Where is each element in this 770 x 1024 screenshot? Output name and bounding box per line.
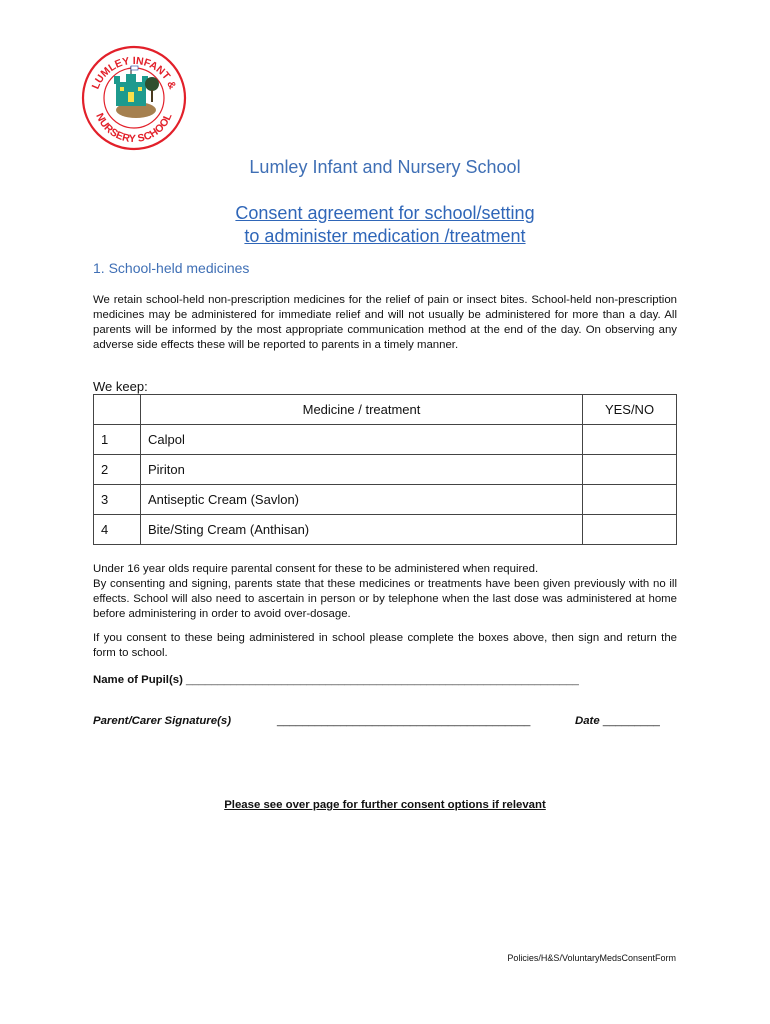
yes-no-cell[interactable] bbox=[583, 455, 677, 485]
date-line[interactable]: _________ bbox=[602, 715, 660, 727]
see-over-notice: Please see over page for further consent options if relevant bbox=[224, 799, 546, 811]
consent-body: By consenting and signing, parents state that these medicines or treatments have been given previously with no ill effects. School will also need to ascertain in person or by telephone when the last dose was administered at home before administering in order to avoid over-dosage. bbox=[93, 578, 677, 620]
header-number bbox=[94, 395, 141, 425]
table-row bbox=[94, 455, 677, 485]
pupil-name-field[interactable] bbox=[93, 674, 579, 686]
row-medicine: Antiseptic Cream (Savlon) bbox=[141, 485, 583, 515]
header-yes-no: YES/NO bbox=[583, 395, 677, 425]
signature-label: Parent/Carer Signature(s) bbox=[93, 715, 231, 727]
medicine-table bbox=[93, 394, 677, 545]
header-medicine: Medicine / treatment bbox=[141, 395, 583, 425]
table-header-row bbox=[94, 395, 677, 425]
signature-row bbox=[93, 715, 660, 727]
row-medicine: Calpol bbox=[141, 425, 583, 455]
row-number: 4 bbox=[94, 515, 141, 545]
pupil-name-line[interactable]: ______________________________________________________________ bbox=[186, 674, 579, 686]
school-logo bbox=[80, 44, 188, 152]
title-line-2: to administer medication /treatment bbox=[244, 226, 526, 246]
yes-no-cell[interactable] bbox=[583, 515, 677, 545]
intro-paragraph: We retain school-held non-prescription medicines for the relief of pain or insect bites. School-held non-prescription medicines may be administered for immediate relief and will not usually be administered for more than a day. All parents will be informed by the most appropriate communication method at the end of the day. On observing any adverse side effects these will be reported to parents in a timely manner. bbox=[93, 294, 677, 351]
date-field[interactable] bbox=[575, 715, 660, 727]
title-line-1: Consent agreement for school/setting bbox=[235, 203, 535, 223]
table-row bbox=[94, 485, 677, 515]
row-number: 1 bbox=[94, 425, 141, 455]
document-title bbox=[0, 202, 770, 248]
pupil-name-label: Name of Pupil(s) bbox=[93, 674, 183, 686]
row-number: 3 bbox=[94, 485, 141, 515]
logo-text-top: LUMLEY INFANT & bbox=[89, 54, 179, 92]
row-medicine: Bite/Sting Cream (Anthisan) bbox=[141, 515, 583, 545]
row-number: 2 bbox=[94, 455, 141, 485]
section-heading: 1. School-held medicines bbox=[93, 260, 250, 276]
table-row bbox=[94, 425, 677, 455]
yes-no-cell[interactable] bbox=[583, 425, 677, 455]
school-name: Lumley Infant and Nursery School bbox=[249, 157, 521, 177]
table-row bbox=[94, 515, 677, 545]
return-instructions: If you consent to these being administered in school please complete the boxes above, then sign and return the form to school. bbox=[93, 632, 677, 659]
consent-paragraph bbox=[93, 562, 677, 622]
logo-text-bottom: NURSERY SCHOOL bbox=[93, 111, 175, 146]
school-crest-icon bbox=[80, 44, 188, 152]
date-label: Date bbox=[575, 715, 600, 727]
consent-line-1: Under 16 year olds require parental consent for these to be administered when required. bbox=[93, 563, 539, 575]
footer-reference: Policies/H&S/VoluntaryMedsConsentForm bbox=[507, 953, 676, 963]
signature-line[interactable]: ________________________________________ bbox=[277, 715, 531, 727]
row-medicine: Piriton bbox=[141, 455, 583, 485]
we-keep-label: We keep: bbox=[93, 379, 148, 394]
yes-no-cell[interactable] bbox=[583, 485, 677, 515]
